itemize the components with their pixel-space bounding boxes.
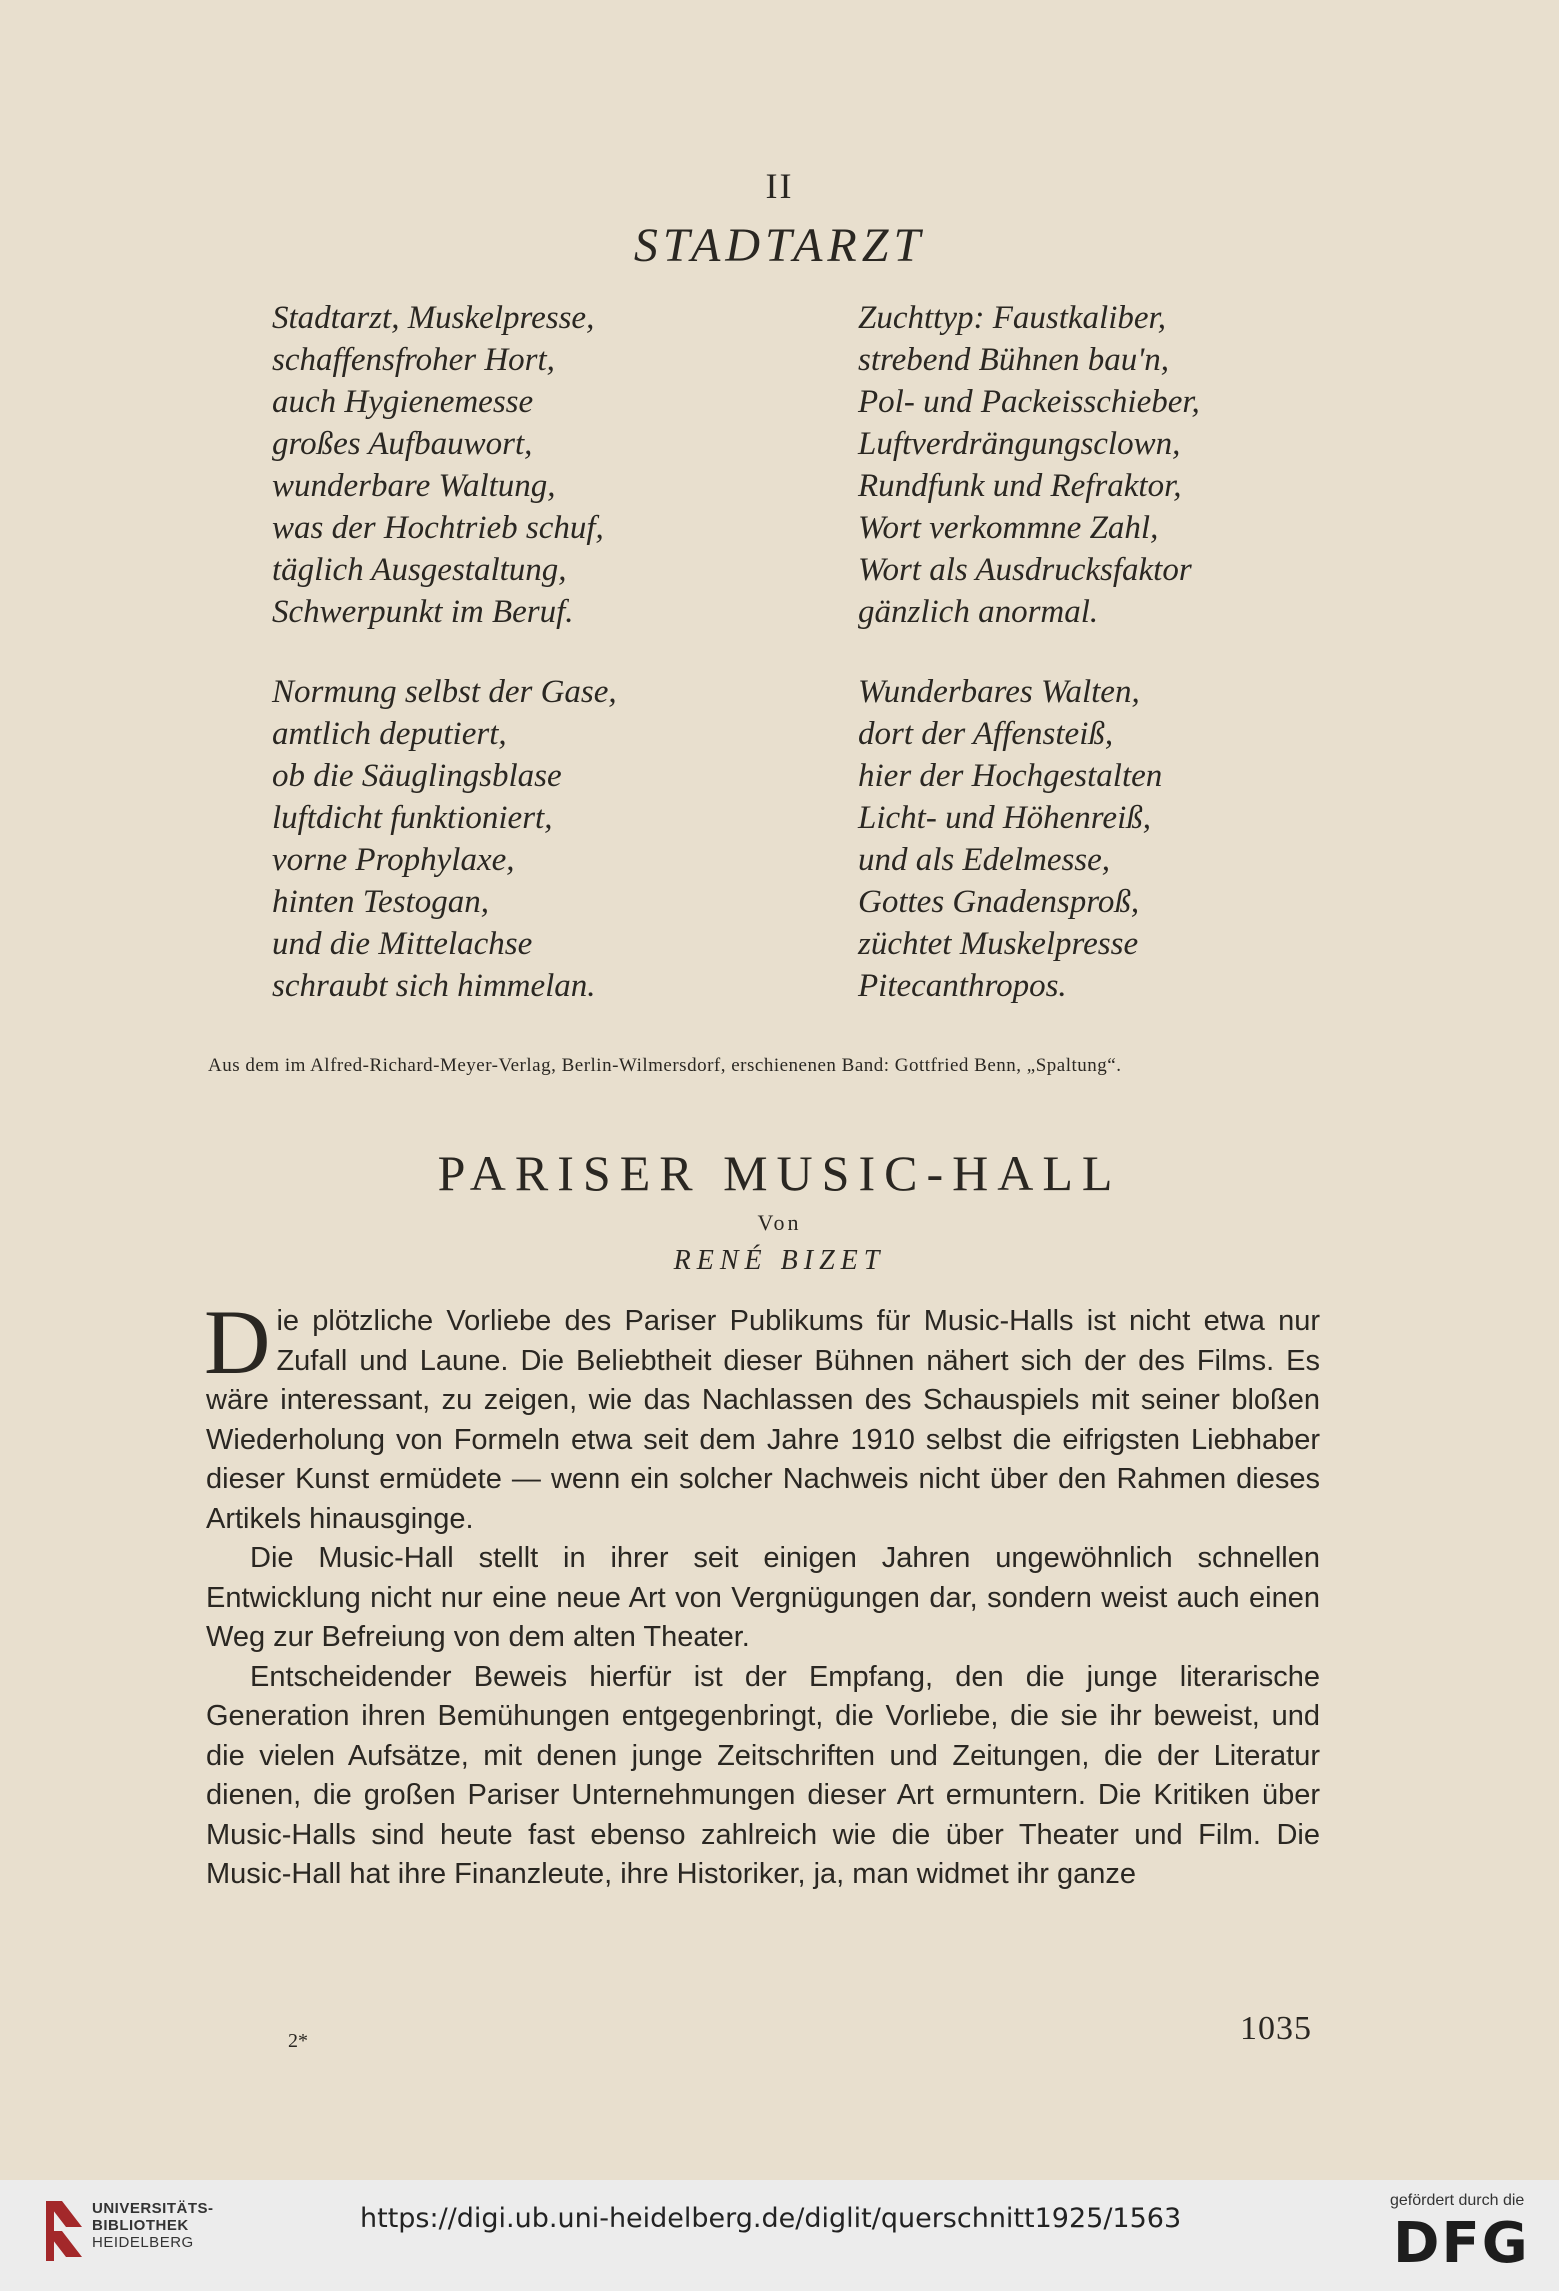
byline-von: Von [757, 1210, 802, 1235]
paragraph [204, 1291, 1320, 1539]
poem-line: hinten Testogan, [272, 884, 489, 920]
dfg-logo: DFG [1393, 2211, 1530, 2276]
poem-line: luftdicht funktioniert, [272, 800, 553, 836]
poem-line: Pol- und Packeisschieber, [858, 384, 1200, 420]
poem-line: dort der Affensteiß, [858, 716, 1114, 752]
paragraph: Die Music-Hall stellt in ihrer seit einigen Jahren ungewöhnlich schnellen Entwicklung nicht nur eine neue Art von Vergnügungen dar, sondern weist auch einen Weg zur Befreiung von dem alten Theater. [206, 1542, 1320, 1653]
drop-cap: D [204, 1291, 271, 1393]
source-note: Aus dem im Alfred-Richard-Meyer-Verlag, Berlin-Wilmersdorf, erschienenen Band: Gottfried Benn, „Spaltung“. [208, 1055, 1122, 1076]
poem-line: Gottes Gnadensproß, [858, 884, 1140, 920]
poem-line: was der Hochtrieb schuf, [272, 510, 604, 546]
poem-line: und die Mittelachse [272, 926, 533, 962]
poem-line: und als Edelmesse, [858, 842, 1111, 878]
poem-line: strebend Bühnen bau'n, [858, 342, 1170, 378]
poem-line: schraubt sich himmelan. [272, 968, 596, 1004]
poem-right-column [858, 297, 1378, 1007]
poem-line: auch Hygienemesse [272, 384, 534, 420]
poem-line: amtlich deputiert, [272, 716, 507, 752]
poem-line: Luftverdrängungsclown, [858, 426, 1181, 462]
poem-line: Wort verkommne Zahl, [858, 510, 1159, 546]
section-number: II [765, 166, 794, 206]
poem-line: Wunderbares Walten, [858, 674, 1140, 710]
university-logo-icon [42, 2197, 86, 2267]
poem-line: Licht- und Höhenreiß, [858, 800, 1151, 836]
poem-line: ob die Säuglingsblase [272, 758, 562, 794]
poem-line: hier der Hochgestalten [858, 758, 1163, 794]
poem-line: Zuchttyp: Faustkaliber, [858, 300, 1166, 336]
signature-mark: 2* [288, 2030, 308, 2052]
footer-bar [0, 2180, 1559, 2291]
poem-line: vorne Prophylaxe, [272, 842, 515, 878]
poem-line: Schwerpunkt im Beruf. [272, 594, 574, 630]
poem-line: großes Aufbauwort, [272, 426, 533, 462]
permalink-url[interactable]: https://digi.ub.uni-heidelberg.de/diglit/querschnitt1925/1563 [360, 2203, 1182, 2234]
poem-line: Normung selbst der Gase, [272, 674, 617, 710]
library-name: UNIVERSITÄTS- BIBLIOTHEK HEIDELBERG [92, 2200, 214, 2251]
poem-line: Rundfunk und Refraktor, [858, 468, 1182, 504]
poem-line: Pitecanthropos. [858, 968, 1067, 1004]
poem-line: schaffensfroher Hort, [272, 342, 555, 378]
page-number: 1035 [1240, 2010, 1312, 2047]
poem-line: gänzlich anormal. [858, 594, 1099, 630]
author-name: RENÉ BIZET [673, 1245, 886, 1276]
poem-line: wunderbare Waltung, [272, 468, 556, 504]
paragraph: Entscheidender Beweis hierfür ist der Empfang, den die junge literarische Generation ihren Bemühungen entgegenbringt, die Vorliebe, die sie ihr beweist, und die vielen Aufsätze, mit denen junge Zeitschriften und Zeitungen, die der Literatur dienen, die großen Pariser Unternehmungen dieser Art ermuntern. Die Kritiken über Music-Halls sind heute fast ebenso zahlreich wie die über Theater und Film. Die Music-Hall hat ihre Finanzleute, ihre Historiker, ja, man widmet ihr ganze [206, 1660, 1320, 1890]
article-body [204, 1291, 1320, 1895]
poem-line: Stadtarzt, Muskelpresse, [272, 300, 595, 336]
poem-line: täglich Ausgestaltung, [272, 552, 567, 588]
funded-by-label: gefördert durch die [1390, 2192, 1525, 2209]
poem-line: Wort als Ausdrucksfaktor [858, 552, 1192, 588]
poem-title: STADTARZT [633, 219, 926, 272]
poem-line: züchtet Muskelpresse [858, 926, 1139, 962]
poem-left-column [272, 297, 792, 1007]
paragraph-text: ie plötzliche Vorliebe des Pariser Publikums für Music-Halls ist nicht etwa nur Zufall und Laune. Die Beliebtheit dieser Bühnen nähert sich der des Films. Es wäre interessant, zu zeigen, wie das Nachlassen des Schauspiels mit seiner bloßen Wiederholung von Formeln etwa seit dem Jahre 1910 selbst die eifrigsten Liebhaber dieser Kunst ermüdete — wenn ein solcher Nachweis nicht über den Rahmen dieses Artikels hinausginge. [206, 1305, 1320, 1535]
article-title: PARISER MUSIC-HALL [437, 1145, 1122, 1201]
